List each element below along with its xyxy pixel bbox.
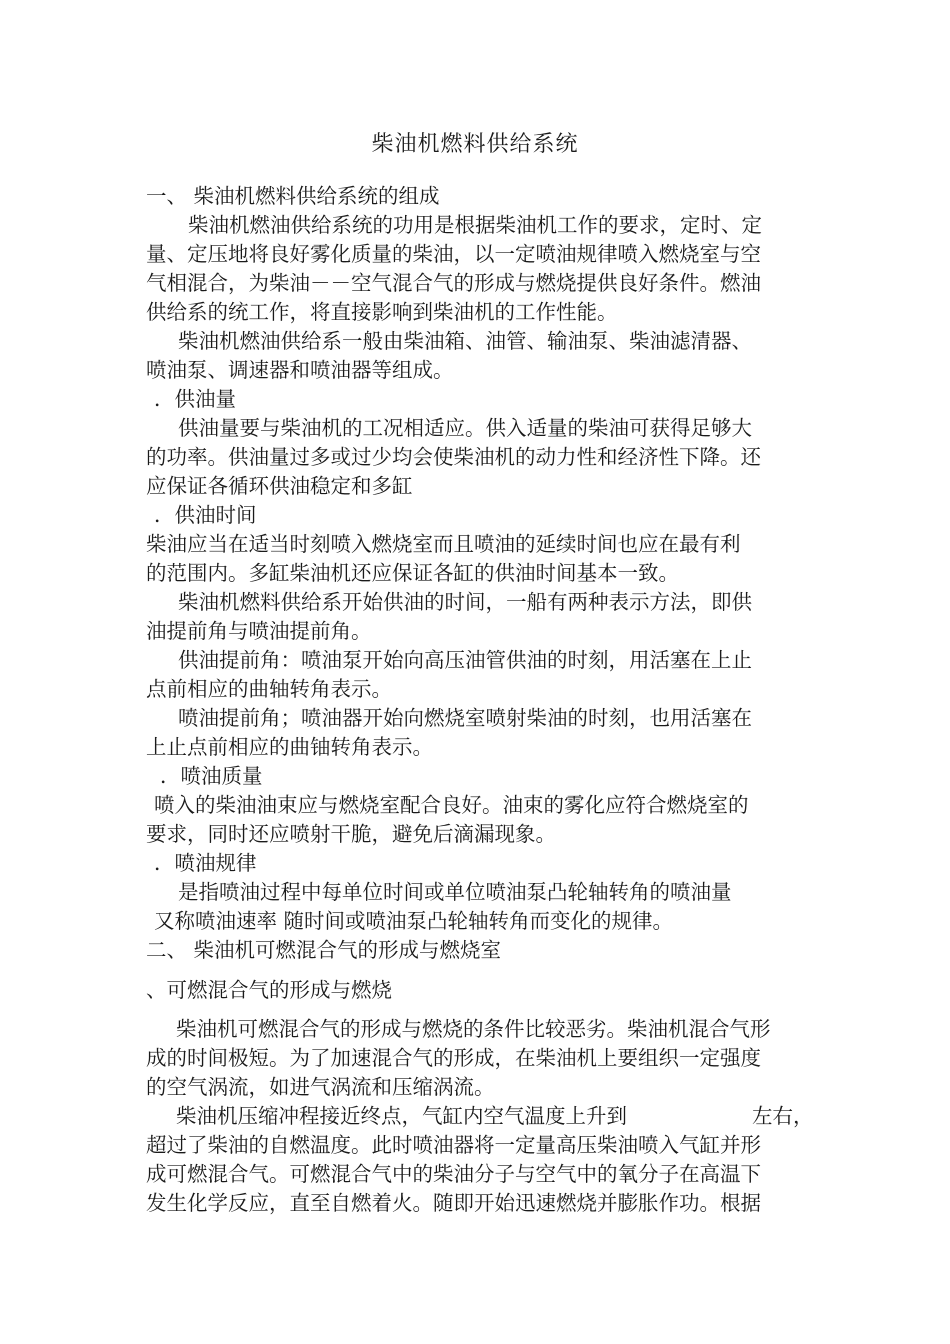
paragraph-line: 应保证各循环供油稳定和多缸 <box>146 474 413 498</box>
paragraph-line: 要求，同时还应喷射干脆，避免后滴漏现象。 <box>146 822 556 846</box>
paragraph-line: 柴油机燃料供给系开始供油的时间，一船有两种表示方法，即供 <box>178 590 752 614</box>
paragraph-line: 气相混合，为柴油－－空气混合气的形成与燃烧提供良好条件。燃油 <box>146 271 761 295</box>
paragraph-line: 的功率。供油量过多或过少均会使柴油机的动力性和经济性下降。还 <box>146 445 761 469</box>
paragraph-line: 柴油机燃油供给系统的功用是根据柴油机工作的要求，定时、定 <box>188 213 762 237</box>
section-heading-2: 二、 柴油机可燃混合气的形成与燃烧室 <box>146 938 502 962</box>
paragraph-line: 量、定压地将良好雾化质量的柴油，以一定喷油规律喷入燃烧室与空 <box>146 242 761 266</box>
paragraph-line-tail: 左右， <box>752 1104 814 1128</box>
paragraph-line: 是指喷油过程中每单位时间或单位喷油泵凸轮轴转角的喷油量 <box>178 880 732 904</box>
paragraph-line: 柴油机压缩冲程接近终点，气缸内空气温度上升到 <box>176 1104 627 1128</box>
paragraph-line: 的空气涡流，如进气涡流和压缩涡流。 <box>146 1075 495 1099</box>
paragraph-line: 喷入的柴油油束应与燃烧室配合良好。油束的雾化应符合燃烧室的 <box>154 793 749 817</box>
paragraph-line: 发生化学反应，直至自燃着火。随即开始迅速燃烧并膨胀作功。根据 <box>146 1191 761 1215</box>
paragraph-line: 喷油提前角；喷油器开始向燃烧室喷射柴油的时刻，也用活塞在 <box>178 706 752 730</box>
paragraph-line: 柴油机燃油供给系一般由柴油箱、油管、输油泵、柴油滤清器、 <box>178 329 752 353</box>
paragraph-line: 成可燃混合气。可燃混合气中的柴油分子与空气中的氧分子在高温下 <box>146 1162 761 1186</box>
paragraph-line: 上止点前相应的曲铀转角表示。 <box>146 735 433 759</box>
paragraph-line: 柴油应当在适当时刻喷入燃烧室而且喷油的延续时间也应在最有利 <box>146 532 741 556</box>
subheading: ．喷油质量 <box>160 764 263 788</box>
document-title: 柴油机燃料供给系统 <box>371 132 579 157</box>
paragraph-line: 油提前角与喷油提前角。 <box>146 619 372 643</box>
subheading: ．喷油规律 <box>154 851 257 875</box>
subheading: ．供油量 <box>154 387 236 411</box>
paragraph-line: 喷油泵、调速器和喷油器等组成。 <box>146 358 454 382</box>
paragraph-line: 柴油机可燃混合气的形成与燃烧的条件比较恶劣。柴油机混合气形 <box>176 1017 771 1041</box>
paragraph-line: 又称喷油速率 随时间或喷油泵凸轮轴转角而变化的规律。 <box>154 909 674 933</box>
section-heading-1: 一、 柴油机燃料供给系统的组成 <box>146 184 440 208</box>
paragraph-line: 成的时间极短。为了加速混合气的形成，在柴油机上要组织一定强度 <box>146 1046 761 1070</box>
subheading: ．供油时间 <box>154 503 257 527</box>
paragraph-line: 供油量要与柴油机的工况相适应。供入适量的柴油可获得足够大 <box>178 416 752 440</box>
paragraph-line: 的范围内。多缸柴油机还应保证各缸的供油时间基本一致。 <box>146 561 679 585</box>
paragraph-line: 供油提前角：喷油泵开始向高压油管供油的时刻，用活塞在上止 <box>178 648 752 672</box>
paragraph-line: 点前相应的曲轴转角表示。 <box>146 677 392 701</box>
paragraph-line: 供给系的统工作，将直接影响到柴油机的工作性能。 <box>146 300 618 324</box>
paragraph-line: 超过了柴油的自燃温度。此时喷油器将一定量高压柴油喷入气缸并形 <box>146 1133 761 1157</box>
subheading: 、可燃混合气的形成与燃烧 <box>146 978 392 1002</box>
